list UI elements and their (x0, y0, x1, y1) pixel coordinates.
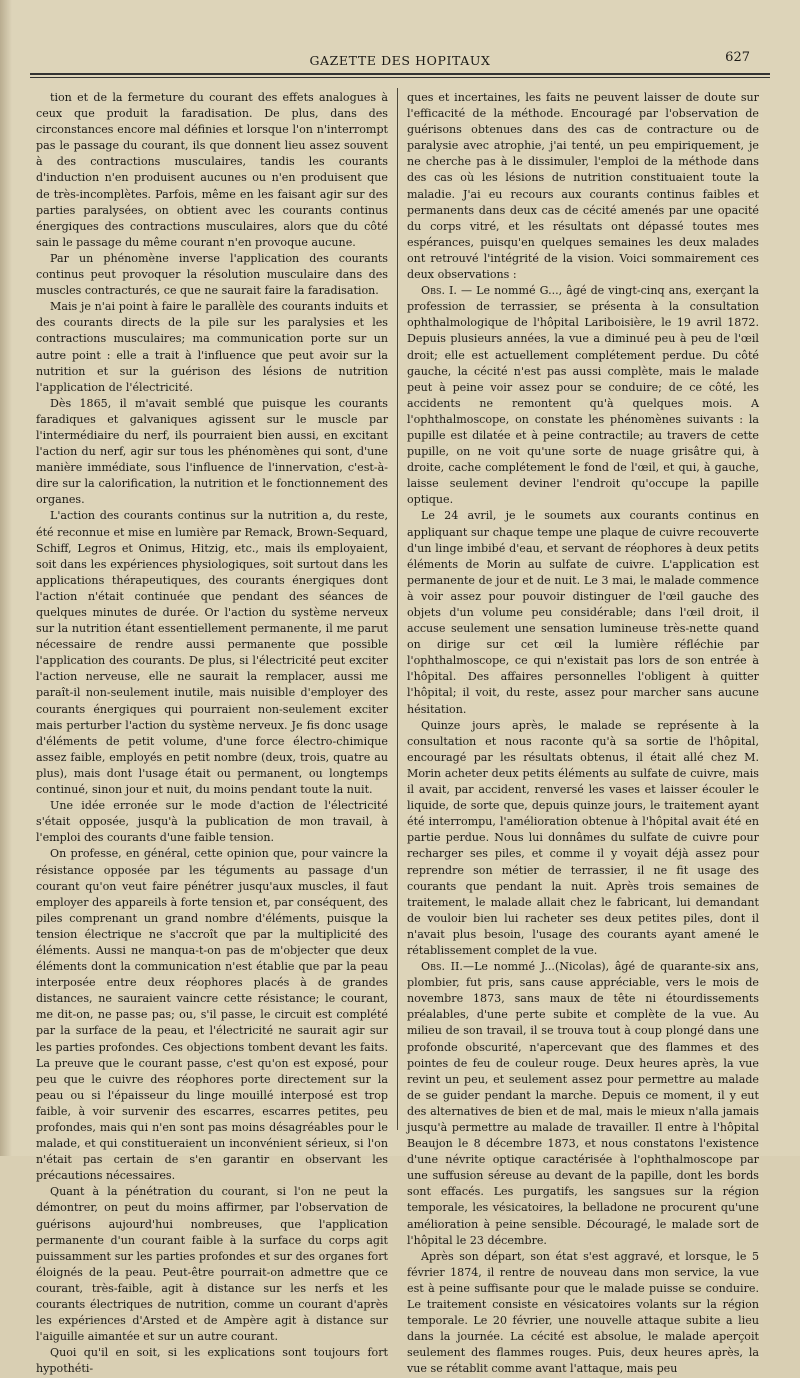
paragraph-text: Quinze jours après, le malade se représente à la consultation et nous raconte qu'à sa sortie de l'hôpital, encouragé par les résultats obtenus, il était allé chez M. Morin acheter deux petits éléments au sulfate de cuivre, mais il avait, par accident, renversé les vases et laisser écouler le liquide, de sorte que, depuis quinze jours, le traitement ayant été interrompu, l'amélioration obtenue à l'hôpital avait été en partie perdue. Nous lui donnâmes du sulfate de cuivre pour recharger ses piles, et comme il y voyait déjà assez pour reprendre son métier de terrassier, il ne fit usage des courants que pendant la nuit. Après trois semaines de traitement, le malade allait chez le fabricant, lui demandant de vouloir bien lui racheter ses deux petites piles, dont il n'avait plus besoin, l'usage des courants ayant amené le rétablissement complet de la vue. (407, 718, 759, 957)
paragraph-text: tion et de la fermeture du courant des effets analogues à ceux que produit la faradisation. De plus, dans des circonstances encore mal définies et lorsque l'on n'interrompt pas le passage du courant, ils que donnent lieu assez souvent à des contractions musculaires, tandis les courants d'induction n'en produisent aucunes ou n'en produisent que de très-incomplètes. Parfois, même en les faisant agir sur des parties paralysées, on obtient avec les courants continus énergiques des contractions musculaires, alors que du côté sain le passage du même courant n'en provoque aucune. (36, 91, 388, 249)
paragraph (36, 798, 388, 846)
header-rule (30, 73, 770, 78)
paragraph (36, 1184, 388, 1345)
left-column (36, 90, 388, 1378)
paragraph (407, 959, 759, 1249)
paragraph (407, 283, 759, 508)
paragraph-text: Quoi qu'il en soit, si les explications sont toujours fort hypothéti- (36, 1346, 388, 1376)
paragraph-text: On professe, en général, cette opinion que, pour vaincre la résistance opposée par les téguments au passage d'un courant qu'on veut faire pénétrer jusqu'aux muscles, il faut employer des appareils à forte tension et, par conséquent, des piles comprenant un grand nombre d'éléments, puisque la tension électrique ne s'accroît que par la multiplicité des éléments. Aussi ne manqua-t-on pas de m'objecter que deux éléments dont la communication n'est établie que par la peau interposée entre deux réophores placés à de grandes distances, ne sauraient vaincre cette résistance; le courant, me dit-on, ne passe pas; ou, s'il passe, le circuit est complété par la surface de la peau, et l'électricité ne saurait agir sur les parties profondes. Ces objections tombent devant les faits. La preuve que le courant passe, c'est qu'on est exposé, pour peu que le cuivre des réophores porte directement sur la peau ou si l'épaisseur du linge mouillé interposé est trop faible, à voir survenir des escarres, escarres petites, peu profondes, mais qui n'en sont pas moins désagréables pour le malade, et qui constitueraient un inconvénient sérieux, si l'on n'était pas certain de s'en garantir en observant les précautions nécessaires. (36, 847, 388, 1183)
paragraph (407, 90, 759, 283)
paragraph (407, 718, 759, 959)
page-header (30, 48, 770, 70)
paragraph-text: L'action des courants continus sur la nutrition a, du reste, été reconnue et mise en lumière par Remack, Brown-Sequard, Schiff, Legros et Onimus, Hitzig, etc., mais ils employaient, soit dans les expériences physiologiques, soit surtout dans les applications thérapeutiques, des courants énergiques dont l'action n'était continuée que pendant des séances de quelques minutes de durée. Or l'action du système nerveux sur la nutrition étant essentiellement permanente, il me parut nécessaire de rendre aussi permanente que possible l'application des courants. De plus, si l'électricité peut exciter l'action nerveuse, elle ne saurait la remplacer, aussi me paraît-il non-seulement inutile, mais nuisible d'employer des courants énergiques qui pourraient non-seulement exciter mais perturber l'action du système nerveux. Je fis donc usage d'éléments de petit volume, d'une force électro-chimique assez faible, employés en petit nombre (deux, trois, quatre au plus), mais dont l'usage était ou permanent, ou longtemps continué, sinon jour et nuit, du moins pendant toute la nuit. (36, 509, 388, 797)
journal-title: GAZETTE DES HOPITAUX (309, 53, 491, 68)
paragraph (36, 508, 388, 798)
page-number: 627 (725, 50, 750, 65)
paragraph-text: Une idée erronée sur le mode d'action de l'électricité s'était opposée, jusqu'à la publication de mon travail, à l'emploi des courants d'une faible tension. (36, 799, 388, 845)
paragraph-text: Dès 1865, il m'avait semblé que puisque les courants faradiques et galvaniques agissent sur le muscle par l'intermédiaire du nerf, ils pourraient bien aussi, en excitant l'action du nerf, agir sur tous les phénomènes qui sont, d'une manière immédiate, sous l'influence de l'innervation, c'est-à-dire sur la calorification, la nutrition et le fonctionnement des organes. (36, 396, 388, 507)
paragraph-text: —Le nommé J...(Nicolas), âgé de quarante-six ans, plombier, fut pris, sans cause appréciable, vers le mois de novembre 1873, sans maux de tête ni étourdissements préalables, d'une perte subite et complète de la vue. Au milieu de son travail, il se trouva tout à coup plongé dans une profonde obscurité, n'apercevant que des flammes et des pointes de feu de couleur rouge. Deux heures après, la vue revint un peu, et seulement assez pour permettre au malade de se guider pendant la marche. Depuis ce moment, il y eut des alternatives de bien et de mal, mais le mieux n'alla jamais jusqu'à permettre au malade de travailler. Il entre à l'hôpital Beaujon le 8 décembre 1873, et nous constatons l'existence d'une névrite optique caractérisée à l'ophthalmoscope par une suffusion séreuse au devant de la papille, dont les bords sont effacés. Les purgatifs, les sangsues sur la région temporale, les vésicatoires, la belladone ne procurent qu'une amélioration à peine sensible. Découragé, le malade sort de l'hôpital le 23 décembre. (407, 960, 759, 1247)
paragraph (36, 846, 388, 1184)
paragraph-text: ques et incertaines, les faits ne peuvent laisser de doute sur l'efficacité de la méthode. Encouragé par l'observation de guérisons obtenues dans des cas de contracture ou de paralysie avec atrophie, j'ai tenté, un peu empiriquement, je ne cherche pas à le dissimuler, l'emploi de la méthode dans des cas où les lésions de nutrition constituaient toute la maladie. J'ai eu recours aux courants continus faibles et permanents dans deux cas de cécité amenés par une opacité du corps vitré, et les résultats ont dépassé toutes mes espérances, puisqu'en quelques semaines les deux malades ont retrouvé l'intégrité de la vision. Voici sommairement ces deux observations : (407, 91, 759, 282)
paragraph (36, 90, 388, 251)
paragraph-text: Mais je n'ai point à faire le parallèle des courants induits et des courants directs de la pile sur les paralysies et les contractions musculaires; ma communication porte sur un autre point : elle a trait à l'influence que peut avoir sur la nutrition et sur la guérison des lésions de nutrition l'application de l'électricité. (36, 300, 388, 394)
right-column (407, 90, 759, 1378)
paragraph (407, 1249, 759, 1378)
paragraph-text: Après son départ, son état s'est aggravé, et lorsque, le 5 février 1874, il rentre de nouveau dans mon service, la vue est à peine suffisante pour que le malade puisse se conduire. Le traitement consiste en vésicatoires volants sur la région temporale. Le 20 février, une nouvelle attaque subite a lieu dans la journée. La cécité est absolue, le malade aperçoit seulement des flammes rouges. Puis, deux heures après, la vue se rétablit comme avant l'attaque, mais peu (407, 1249, 759, 1376)
paragraph-text: Par un phénomène inverse l'application des courants continus peut provoquer la résolution musculaire dans des muscles contracturés, ce que ne saurait faire la faradisation. (36, 251, 388, 298)
paragraph (36, 251, 388, 299)
page-edge-shadow (0, 0, 12, 1156)
paragraph-text: — Le nommé G..., âgé de vingt-cinq ans, exerçant la profession de terrassier, se présenta à la consultation ophthalmologique de l'hôpital Lariboisière, le 19 avril 1872. Depuis plusieurs années, la vue a diminué peu à peu de l'œil droit; elle est actuellement complétement perdue. Du côté gauche, la cécité n'est pas aussi complète, mais le malade peut à peine voir assez pour se conduire; de ce côté, les accidents ne remontent qu'à quelques mois. A l'ophthalmoscope, on constate les phénomènes suivants : la pupille est dilatée et à peine contractile; au travers de cette pupille, on ne voit qu'une sorte de nuage grisâtre qui, à droite, cache complétement le fond de l'œil, et qui, à gauche, laisse seulement deviner l'endroit qu'occupe la papille optique. (407, 284, 759, 507)
observation-heading: Obs. I. (421, 284, 457, 298)
paragraph-text: Quant à la pénétration du courant, si l'on ne peut la démontrer, on peut du moins affirmer, par l'observation de guérisons aujourd'hui nombreuses, que l'application permanente d'un courant faible à la surface du corps agit puissamment sur les parties profondes et sur des organes fort éloignés de la peau. Peut-être pourrait-on admettre que ce courant, très-faible, agit à distance sur les nerfs et les courants électriques de nutrition, comme un courant d'après les expériences d'Arsted et de Ampère agit à distance sur l'aiguille aimantée et sur un autre courant. (36, 1185, 388, 1344)
paragraph-text: Le 24 avril, je le soumets aux courants continus en appliquant sur chaque tempe une plaque de cuivre recouverte d'un linge imbibé d'eau, et servant de réophores à deux petits éléments de Morin au sulfate de cuivre. L'application est permanente de jour et de nuit. Le 3 mai, le malade commence à voir assez pour pouvoir distinguer de l'œil gauche des objets d'un volume peu considérable; dans l'œil droit, il accuse seulement une sensation lumineuse très-nette quand on dirige sur cet œil la lumière réfléchie par l'ophthalmoscope, ce qui n'existait pas lors de son entrée à l'hôpital. Des affaires personnelles l'obligent à quitter l'hôpital; il voit, du reste, assez pour marcher sans aucune hésitation. (407, 509, 759, 716)
paragraph (36, 396, 388, 509)
column-divider (397, 88, 398, 1130)
observation-heading: Obs. II. (421, 960, 463, 974)
paragraph (36, 299, 388, 396)
paragraph (36, 1345, 388, 1377)
paragraph (407, 508, 759, 717)
